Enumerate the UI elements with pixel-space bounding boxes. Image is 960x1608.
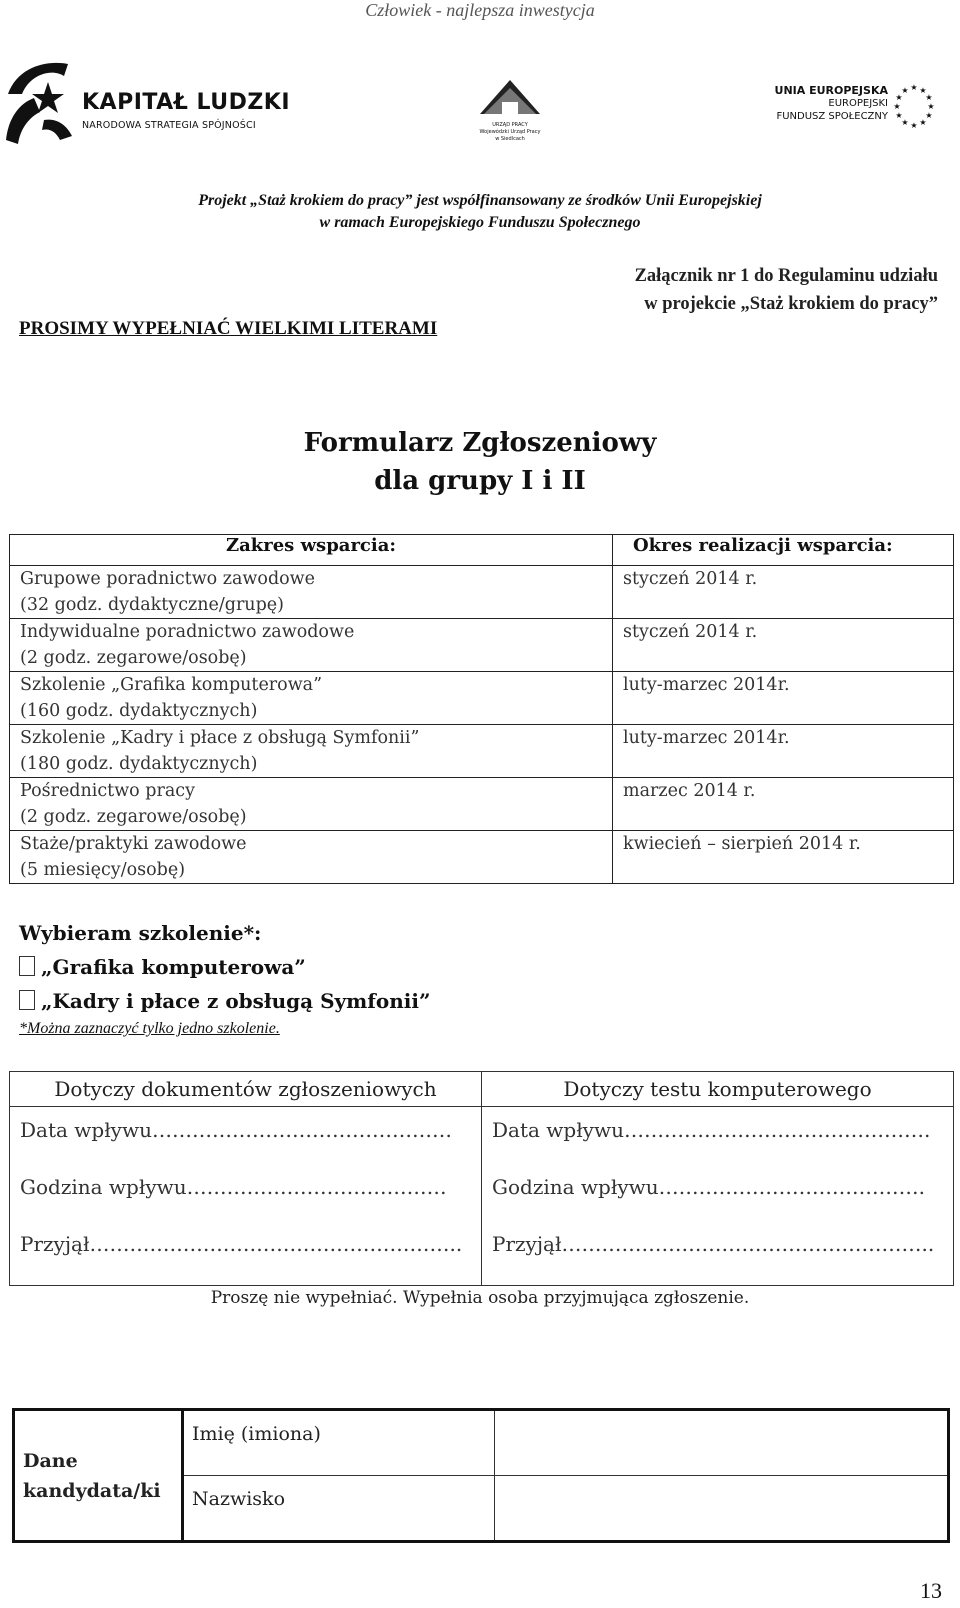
svg-text:★: ★	[895, 111, 903, 120]
scope-detail: (160 godz. dydaktycznych)	[20, 701, 258, 721]
office-use-table	[9, 1071, 954, 1286]
svg-text:★: ★	[895, 93, 903, 102]
test-time-field[interactable]: Godzina wpływu………………………………….	[492, 1175, 925, 1199]
period-value: styczeń 2014 r.	[613, 619, 954, 672]
period-value: luty-marzec 2014r.	[613, 672, 954, 725]
docs-time-field[interactable]: Godzina wpływu…………………………………	[20, 1175, 447, 1199]
svg-text:★: ★	[927, 102, 935, 111]
scope-name: Staże/praktyki zawodowe	[20, 834, 247, 854]
svg-text:★: ★	[910, 83, 918, 92]
header-period: Okres realizacji wsparcia:	[613, 535, 954, 566]
checkbox-kadry[interactable]	[19, 990, 35, 1010]
annex-line2: w projekcie „Staż krokiem do pracy”	[644, 294, 938, 314]
test-received-by-field[interactable]: Przyjął………………………………………………..	[492, 1232, 935, 1256]
candidate-data-table	[12, 1408, 950, 1543]
svg-text:★: ★	[925, 111, 933, 120]
header-scope: Zakres wsparcia:	[10, 535, 613, 566]
svg-text:★: ★	[893, 102, 901, 111]
kapital-ludzki-subtitle: NARODOWA STRATEGIA SPÓJNOŚCI	[82, 120, 256, 131]
motto: Człowiek - najlepsza inwestycja	[365, 0, 595, 20]
docs-date-field[interactable]: Data wpływu………………………………………	[20, 1118, 452, 1142]
scope-detail: (5 miesięcy/osobę)	[20, 860, 186, 880]
scope-name: Indywidualne poradnictwo zawodowe	[20, 622, 355, 642]
eu-logo-text	[775, 84, 888, 123]
table-row	[10, 672, 954, 725]
scope-detail: (180 godz. dydaktycznych)	[20, 754, 258, 774]
project-cofinancing-note	[0, 190, 960, 234]
training-choice-heading: Wybieram szkolenie*:	[19, 921, 262, 945]
period-value: luty-marzec 2014r.	[613, 725, 954, 778]
eu-stars-icon	[890, 82, 938, 130]
training-option-grafika[interactable]	[19, 950, 430, 984]
svg-text:★: ★	[901, 118, 909, 127]
page-number: 13	[920, 1578, 942, 1603]
table-row	[10, 831, 954, 884]
annex-reference	[635, 262, 938, 318]
header-test: Dotyczy testu komputerowego	[482, 1072, 954, 1107]
table-row	[10, 778, 954, 831]
training-choice	[19, 916, 430, 1040]
office-table-header	[10, 1072, 954, 1107]
scope-name: Szkolenie „Grafika komputerowa”	[20, 675, 323, 695]
period-value: styczeń 2014 r.	[613, 566, 954, 619]
header-docs: Dotyczy dokumentów zgłoszeniowych	[10, 1072, 482, 1107]
checkbox-grafika[interactable]	[19, 956, 35, 976]
form-title-line2: dla grupy I i II	[374, 466, 586, 496]
eu-line2: EUROPEJSKI	[828, 98, 888, 109]
scope-name: Pośrednictwo pracy	[20, 781, 195, 801]
test-fields	[482, 1107, 954, 1286]
kapital-ludzki-title: KAPITAŁ LUDZKI	[82, 90, 291, 115]
urzad-pracy-line3: w Siedlcach	[495, 136, 525, 142]
annex-line1: Załącznik nr 1 do Regulaminu udziału	[634, 266, 938, 286]
table-row	[10, 619, 954, 672]
kapital-ludzki-logo	[4, 60, 294, 150]
training-option-label: „Kadry i płace z obsługą Symfonii”	[41, 989, 431, 1013]
training-option-kadry[interactable]	[19, 984, 430, 1018]
candidate-section-label: Dane kandydata/ki	[14, 1410, 183, 1542]
form-title-line1: Formularz Zgłoszeniowy	[303, 428, 657, 458]
office-use-note: Proszę nie wypełniać. Wypełnia osoba przyjmująca zgłoszenie.	[210, 1288, 750, 1308]
period-value: marzec 2014 r.	[613, 778, 954, 831]
first-name-label: Imię (imiona)	[183, 1410, 495, 1476]
urzad-pracy-line1: URZĄD PRACY	[492, 122, 528, 128]
docs-received-by-field[interactable]: Przyjął………………………………………………..	[20, 1232, 463, 1256]
capital-letters-notice: PROSIMY WYPEŁNIAĆ WIELKIMI LITERAMI	[19, 318, 438, 339]
svg-text:★: ★	[901, 86, 909, 95]
table-row	[10, 725, 954, 778]
training-option-label: „Grafika komputerowa”	[41, 955, 306, 979]
eu-line1: UNIA EUROPEJSKA	[774, 84, 888, 97]
urzad-pracy-emblem-icon	[474, 76, 546, 120]
project-line2: w ramach Europejskiego Funduszu Społecznego	[319, 214, 641, 231]
support-table-header	[10, 535, 954, 566]
form-title	[0, 424, 960, 500]
office-table-body	[10, 1107, 954, 1286]
kapital-ludzki-emblem-icon	[4, 60, 74, 148]
urzad-pracy-logo	[474, 76, 546, 142]
svg-text:★: ★	[919, 86, 927, 95]
training-choice-note: *Można zaznaczyć tylko jedno szkolenie.	[19, 1020, 280, 1037]
support-scope-table	[9, 534, 954, 884]
scope-detail: (2 godz. zegarowe/osobę)	[20, 807, 247, 827]
scope-detail: (32 godz. dydaktyczne/grupę)	[20, 595, 284, 615]
svg-text:★: ★	[919, 118, 927, 127]
table-row	[10, 566, 954, 619]
period-value: kwiecień – sierpień 2014 r.	[613, 831, 954, 884]
first-name-field[interactable]	[495, 1410, 949, 1476]
svg-text:★: ★	[925, 93, 933, 102]
eu-logo	[752, 80, 952, 136]
urzad-pracy-line2: Wojewódzki Urząd Pracy	[479, 129, 541, 135]
test-date-field[interactable]: Data wpływu……………………………………….	[492, 1118, 931, 1142]
scope-name: Grupowe poradnictwo zawodowe	[20, 569, 316, 589]
svg-text:★: ★	[910, 121, 918, 130]
scope-name: Szkolenie „Kadry i płace z obsługą Symfonii”	[20, 728, 420, 748]
table-row	[14, 1410, 949, 1476]
surname-field[interactable]	[495, 1476, 949, 1542]
surname-label: Nazwisko	[183, 1476, 495, 1542]
urzad-pracy-text	[474, 122, 546, 143]
scope-detail: (2 godz. zegarowe/osobę)	[20, 648, 247, 668]
project-line1: Projekt „Staż krokiem do pracy” jest współfinansowany ze środków Unii Europejskiej	[198, 192, 762, 209]
eu-line3: FUNDUSZ SPOŁECZNY	[776, 111, 888, 122]
docs-fields	[10, 1107, 482, 1286]
